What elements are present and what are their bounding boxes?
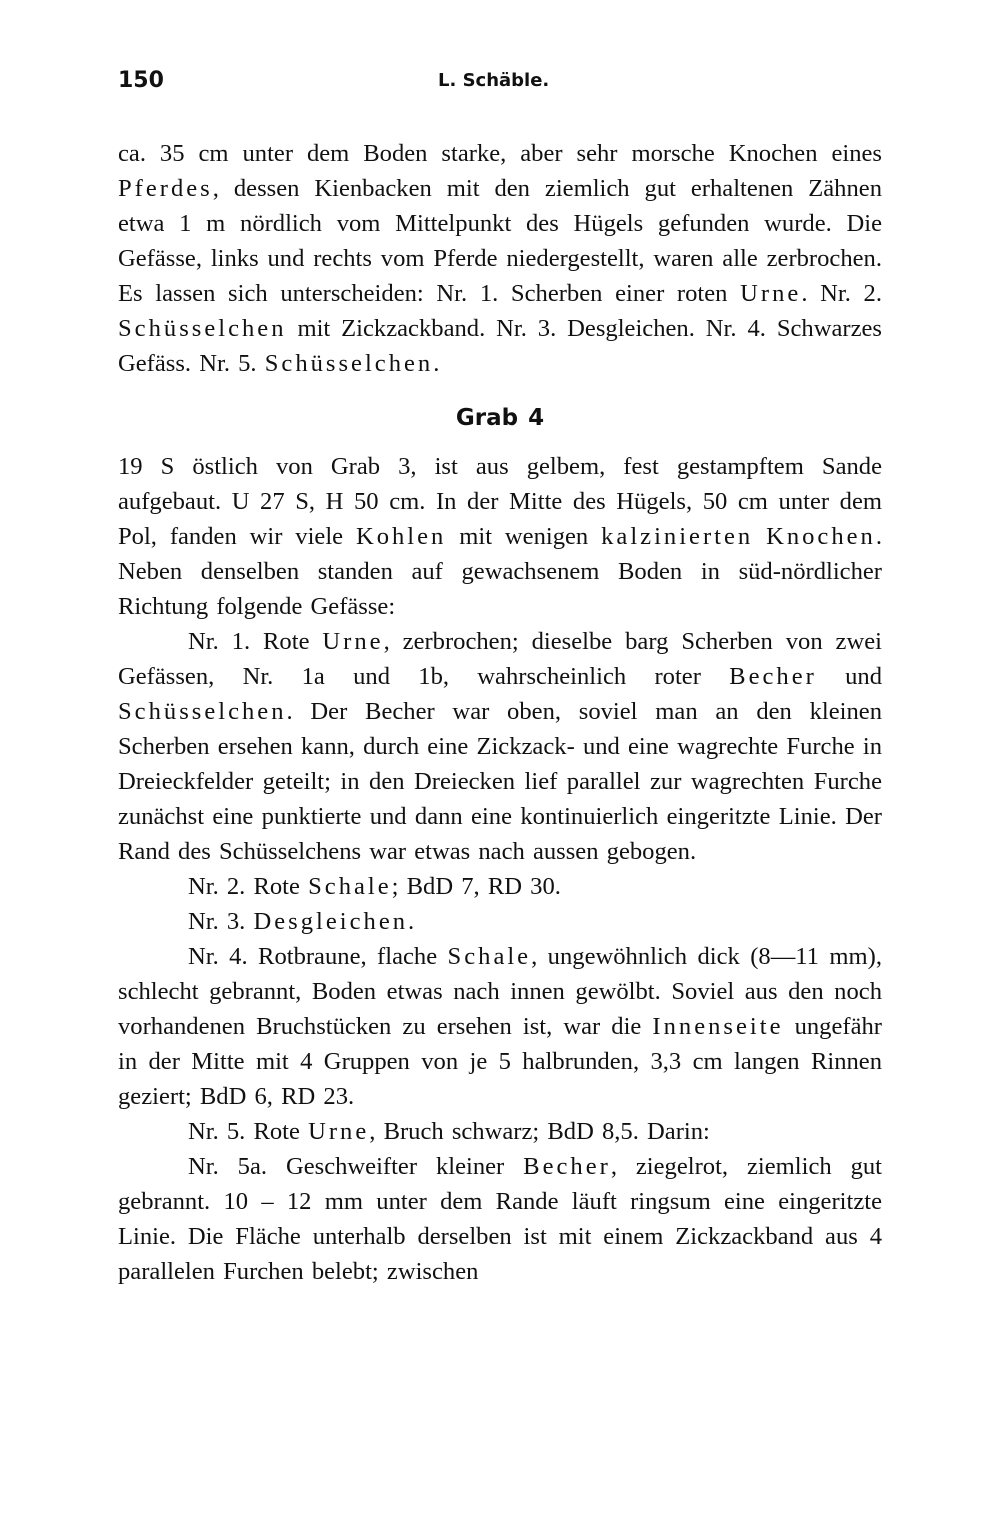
page-header: [118, 62, 882, 102]
emphasis-schuesselchen-2: Schüsselchen: [264, 350, 434, 377]
entry-nr-5: Nr. 5. Rote Urne, Bruch schwarz; BdD 8,5. Darin:: [188, 1118, 710, 1145]
page-number: 150: [118, 68, 164, 93]
entry-nr-2: Nr. 2. Rote Schale; BdD 7, RD 30.: [188, 873, 561, 900]
entry-nr-3: Nr. 3. Desgleichen.: [188, 908, 415, 935]
emphasis-pferdes: Pferdes: [118, 175, 213, 202]
intro-paragraph: ca. 35 cm unter dem Boden starke, aber sehr morsche Knochen eines Pferdes, dessen Kienbacken mit den ziemlich gut erhaltenen Zähnen etwa 1 m nördlich vom Mittelpunkt des Hügels gefunden wurde. Die Gefässe, links und rechts vom Pferde niedergestellt, waren alle zerbrochen. Es lassen sich unterscheiden: Nr. 1. Scherben einer roten Urne. Nr. 2. Schüsselchen mit Zickzackband. Nr. 3. Desgleichen. Nr. 4. Schwarzes Gefäss. Nr. 5. Schüsselchen.: [118, 140, 882, 377]
entry-nr-4: Nr. 4. Rotbraune, flache Schale, ungewöhnlich dick (8—11 mm), schlecht gebrannt, Boden etwas nach innen gewölbt. Soviel aus den noch vorhandenen Bruchstücken zu ersehen ist, war die Innenseite ungefähr in der Mitte mit 4 Gruppen von je 5 halbrunden, 3,3 cm langen Rinnen geziert; BdD 6, RD 23.: [118, 943, 882, 1110]
body-text: [118, 136, 882, 1289]
emphasis-schuesselchen: Schüsselchen: [118, 315, 287, 342]
book-page: [118, 62, 882, 1289]
entry-nr-5a: Nr. 5a. Geschweifter kleiner Becher, ziegelrot, ziemlich gut gebrannt. 10 – 12 mm unter dem Rande läuft ringsum eine eingeritzte Linie. Die Fläche unterhalb derselben ist mit einem Zickzackband aus 4 parallelen Furchen belebt; zwischen: [118, 1153, 883, 1285]
running-head: L. Schäble.: [438, 70, 550, 91]
emphasis-urne: Urne: [740, 280, 802, 307]
section-heading-grab-4: Grab 4: [455, 405, 545, 431]
grab4-paragraph: 19 S östlich von Grab 3, ist aus gelbem, fest gestampftem Sande aufgebaut. U 27 S, H 50 cm. In der Mitte des Hügels, 50 cm unter dem Pol, fanden wir viele Kohlen mit wenigen kalzinierten Knochen. Neben denselben standen auf gewachsenem Boden in süd-nördlicher Richtung folgende Gefässe:: [118, 453, 882, 620]
entry-nr-1: Nr. 1. Rote Urne, zerbrochen; dieselbe barg Scherben von zwei Gefässen, Nr. 1a und 1b, wahrscheinlich roter Becher und Schüsselchen. Der Becher war oben, soviel man an den kleinen Scherben ersehen kann, durch eine Zickzack- und eine wagrechte Furche in Dreieckfelder geteilt; in den Dreiecken lief parallel zur wagrechten Furche zunächst eine punktierte und dann eine kontinuierlich eingeritzte Linie. Der Rand des Schüsselchens war etwas nach aussen gebogen.: [118, 628, 882, 865]
